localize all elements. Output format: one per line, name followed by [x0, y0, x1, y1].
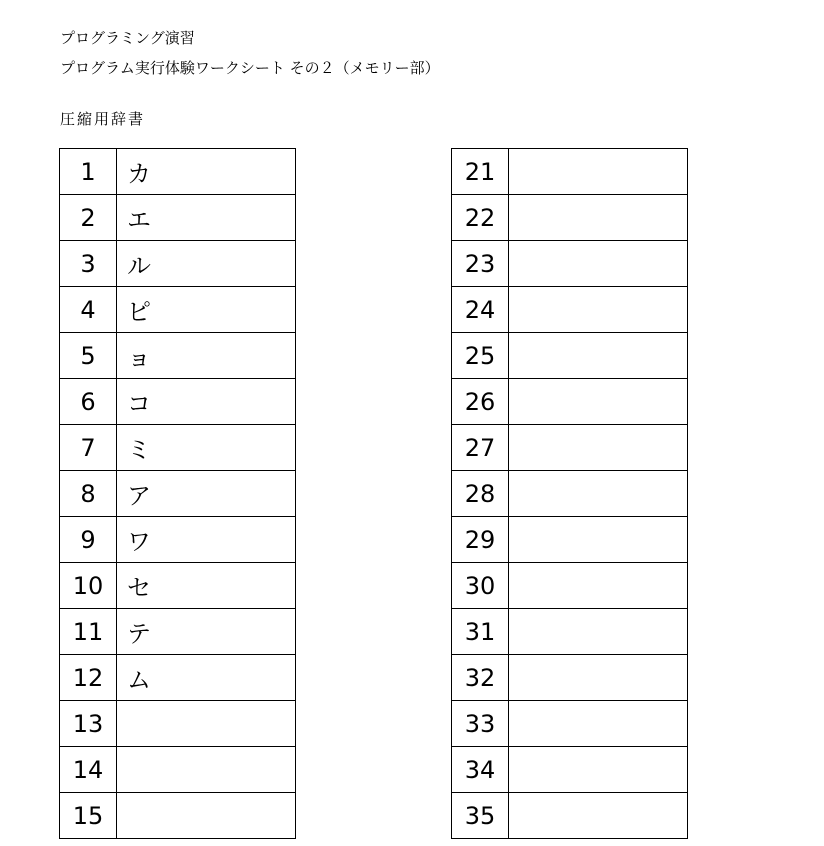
dictionary-index-cell: 6	[60, 379, 117, 425]
dictionary-index-cell: 12	[60, 655, 117, 701]
dictionary-row	[60, 471, 296, 517]
dictionary-value-cell: ム	[117, 655, 296, 701]
dictionary-index-cell: 24	[452, 287, 509, 333]
dictionary-index-cell: 33	[452, 701, 509, 747]
dictionary-value-cell	[509, 609, 688, 655]
dictionary-index-cell: 29	[452, 517, 509, 563]
dictionary-row	[452, 701, 688, 747]
dictionary-value-cell: コ	[117, 379, 296, 425]
dictionary-row	[60, 333, 296, 379]
dictionary-row	[452, 563, 688, 609]
dictionary-index-cell: 31	[452, 609, 509, 655]
dictionary-row	[452, 747, 688, 793]
dictionary-index-cell: 35	[452, 793, 509, 839]
dictionary-row	[60, 609, 296, 655]
dictionary-index-cell: 32	[452, 655, 509, 701]
dictionary-index-cell: 34	[452, 747, 509, 793]
dictionary-value-cell	[509, 425, 688, 471]
dictionary-table-left	[59, 148, 296, 839]
dictionary-index-cell: 9	[60, 517, 117, 563]
dictionary-value-cell	[509, 379, 688, 425]
dictionary-value-cell	[509, 287, 688, 333]
dictionary-row	[60, 747, 296, 793]
dictionary-table-right-body	[452, 149, 688, 839]
dictionary-index-cell: 27	[452, 425, 509, 471]
dictionary-value-cell: ミ	[117, 425, 296, 471]
dictionary-row	[452, 609, 688, 655]
dictionary-index-cell: 7	[60, 425, 117, 471]
dictionary-row	[452, 379, 688, 425]
dictionary-index-cell: 23	[452, 241, 509, 287]
dictionary-index-cell: 25	[452, 333, 509, 379]
dictionary-value-cell	[117, 747, 296, 793]
dictionary-index-cell: 26	[452, 379, 509, 425]
dictionary-value-cell: ピ	[117, 287, 296, 333]
dictionary-value-cell	[509, 701, 688, 747]
dictionary-value-cell: テ	[117, 609, 296, 655]
dictionary-table-right	[451, 148, 688, 839]
dictionary-row	[452, 287, 688, 333]
dictionary-index-cell: 4	[60, 287, 117, 333]
dictionary-value-cell	[509, 471, 688, 517]
dictionary-row	[60, 241, 296, 287]
dictionary-value-cell: カ	[117, 149, 296, 195]
dictionary-row	[452, 149, 688, 195]
dictionary-row	[60, 425, 296, 471]
dictionary-index-cell: 30	[452, 563, 509, 609]
dictionary-index-cell: 5	[60, 333, 117, 379]
dictionary-row	[60, 563, 296, 609]
dictionary-index-cell: 8	[60, 471, 117, 517]
dictionary-value-cell: ア	[117, 471, 296, 517]
dictionary-row	[60, 195, 296, 241]
dictionary-row	[60, 793, 296, 839]
dictionary-value-cell	[509, 793, 688, 839]
dictionary-value-cell	[509, 333, 688, 379]
dictionary-row	[452, 241, 688, 287]
course-title: プログラミング演習	[60, 29, 195, 47]
dictionary-index-cell: 13	[60, 701, 117, 747]
dictionary-row	[60, 379, 296, 425]
dictionary-value-cell: ワ	[117, 517, 296, 563]
dictionary-value-cell	[509, 195, 688, 241]
dictionary-row	[60, 701, 296, 747]
dictionary-row	[452, 655, 688, 701]
dictionary-row	[60, 287, 296, 333]
dictionary-value-cell	[509, 563, 688, 609]
dictionary-index-cell: 2	[60, 195, 117, 241]
dictionary-row	[452, 517, 688, 563]
dictionary-row	[452, 333, 688, 379]
dictionary-index-cell: 28	[452, 471, 509, 517]
dictionary-index-cell: 10	[60, 563, 117, 609]
dictionary-row	[452, 471, 688, 517]
dictionary-index-cell: 21	[452, 149, 509, 195]
dictionary-value-cell: エ	[117, 195, 296, 241]
worksheet-title: プログラム実行体験ワークシート その２（メモリー部）	[60, 59, 440, 77]
dictionary-index-cell: 14	[60, 747, 117, 793]
section-title: 圧縮用辞書	[60, 110, 146, 128]
dictionary-row	[452, 195, 688, 241]
dictionary-value-cell	[509, 517, 688, 563]
dictionary-value-cell: ル	[117, 241, 296, 287]
dictionary-value-cell	[117, 793, 296, 839]
dictionary-value-cell	[509, 149, 688, 195]
dictionary-index-cell: 22	[452, 195, 509, 241]
dictionary-index-cell: 11	[60, 609, 117, 655]
dictionary-row	[60, 655, 296, 701]
dictionary-index-cell: 15	[60, 793, 117, 839]
dictionary-row	[452, 425, 688, 471]
dictionary-value-cell	[509, 655, 688, 701]
dictionary-table-left-body	[60, 149, 296, 839]
dictionary-row	[60, 517, 296, 563]
dictionary-value-cell	[509, 241, 688, 287]
dictionary-value-cell	[509, 747, 688, 793]
dictionary-index-cell: 1	[60, 149, 117, 195]
dictionary-value-cell: ョ	[117, 333, 296, 379]
dictionary-index-cell: 3	[60, 241, 117, 287]
dictionary-row	[60, 149, 296, 195]
dictionary-value-cell	[117, 701, 296, 747]
dictionary-value-cell: セ	[117, 563, 296, 609]
dictionary-row	[452, 793, 688, 839]
